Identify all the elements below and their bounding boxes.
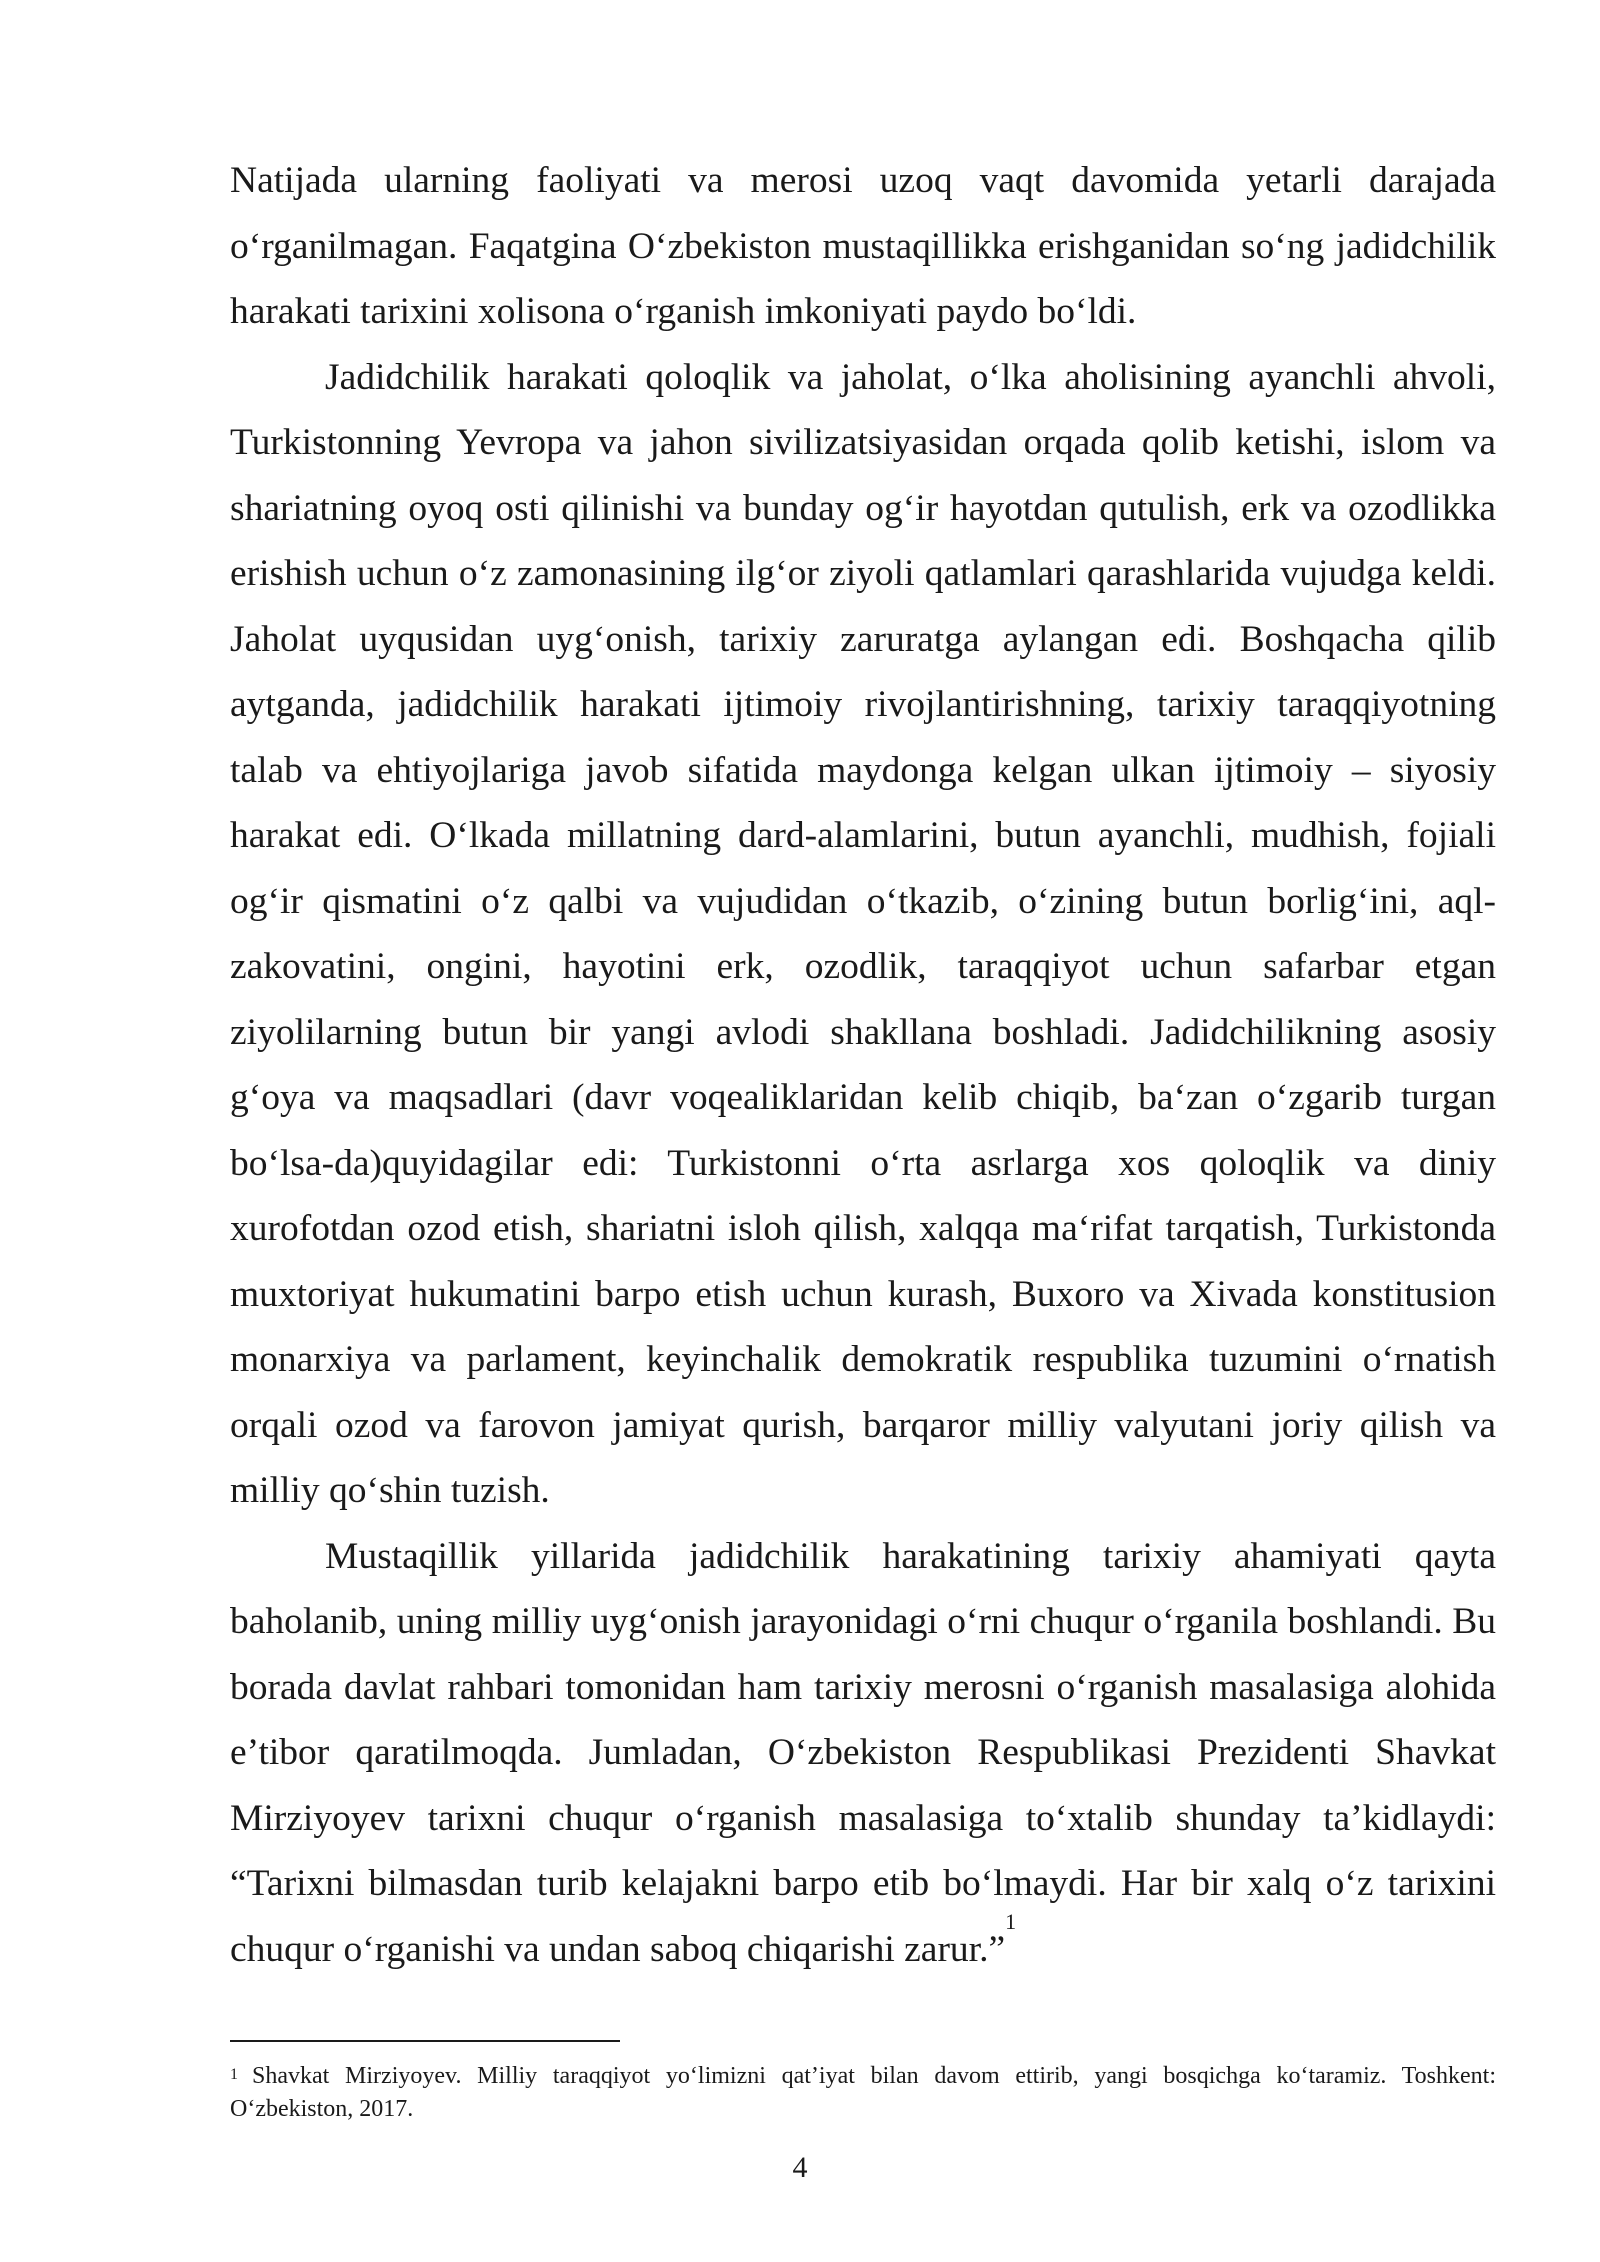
footnote bbox=[230, 2060, 1496, 2126]
paragraph-3-text: Mustaqillik yillarida jadidchilik harakatining tarixiy ahamiyati qayta baholanib, uning milliy uyg‘onish jarayonidagi o‘rni chuqur o‘rganila boshlandi. Bu borada davlat rahbari tomonidan ham tarixiy merosni o‘rganish masalasiga alohida e’tibor qaratilmoqda. Jumladan, O‘zbekiston Respublikasi Prezidenti Shavkat Mirziyoyev tarixni chuqur o‘rganish masalasiga to‘xtalib shunday ta’kidlaydi: “Tarixni bilmasdan turib kelajakni barpo etib bo‘lmaydi. Har bir xalq o‘z tarixini chuqur o‘rganishi va undan saboq chiqarishi zarur.” bbox=[230, 1535, 1496, 1970]
body-text bbox=[230, 148, 1496, 1982]
footnote-number: 1 bbox=[230, 2066, 238, 2083]
footnote-reference[interactable]: 1 bbox=[1005, 1908, 1017, 1934]
footnote-separator bbox=[230, 2040, 620, 2042]
footnote-text: Shavkat Mirziyoyev. Milliy taraqqiyot yo‘limizni qat’iyat bilan davom ettirib, yangi bosqichga ko‘taramiz. Toshkent: O‘zbekiston, 2017. bbox=[230, 2063, 1496, 2122]
page-number: 4 bbox=[792, 2151, 808, 2184]
paragraph-3 bbox=[230, 1524, 1496, 1983]
paragraph-1: Natijada ularning faoliyati va merosi uzoq vaqt davomida yetarli darajada o‘rganilmagan. Faqatgina O‘zbekiston mustaqillikka erishganidan so‘ng jadidchilik harakati tarixini xolisona o‘rganish imkoniyati paydo bo‘ldi. bbox=[230, 160, 1496, 332]
paragraph-2: Jadidchilik harakati qoloqlik va jaholat, o‘lka aholisining ayanchli ahvoli, Turkistonning Yevropa va jahon sivilizatsiyasidan orqada qolib ketishi, islom va shariatning oyoq osti qilinishi va bunday og‘ir hayotdan qutulish, erk va ozodlikka erishish uchun o‘z zamonasining ilg‘or ziyoli qatlamlari qarashlarida vujudga keldi. Jaholat uyqusidan uyg‘onish, tarixiy zaruratga aylangan edi. Boshqacha qilib aytganda, jadidchilik harakati ijtimoiy rivojlantirishning, tarixiy taraqqiyotning talab va ehtiyojlariga javob sifatida maydonga kelgan ulkan ijtimoiy – siyosiy harakat edi. O‘lkada millatning dard-alamlarini, butun ayanchli, mudhish, fojiali og‘ir qismatini o‘z qalbi va vujudidan o‘tkazib, o‘zining butun borlig‘ini, aql-zakovatini, ongini, hayotini erk, ozodlik, taraqqiyot uchun safarbar etgan ziyolilarning butun bir yangi avlodi shakllana boshladi. Jadidchilikning asosiy g‘oya va maqsadlari (davr voqealiklaridan kelib chiqib, ba‘zan o‘zgarib turgan bo‘lsa-da)quyidagilar edi: Turkistonni o‘rta asrlarga xos qoloqlik va diniy xurofotdan ozod etish, shariatni isloh qilish, xalqqa ma‘rifat tarqatish, Turkistonda muxtoriyat hukumatini barpo etish uchun kurash, Buxoro va Xivada konstitusion monarxiya va parlament, keyinchalik demokratik respublika tuzumini o‘rnatish orqali ozod va farovon jamiyat qurish, barqaror milliy valyutani joriy qilish va milliy qo‘shin tuzish. bbox=[230, 356, 1496, 1511]
